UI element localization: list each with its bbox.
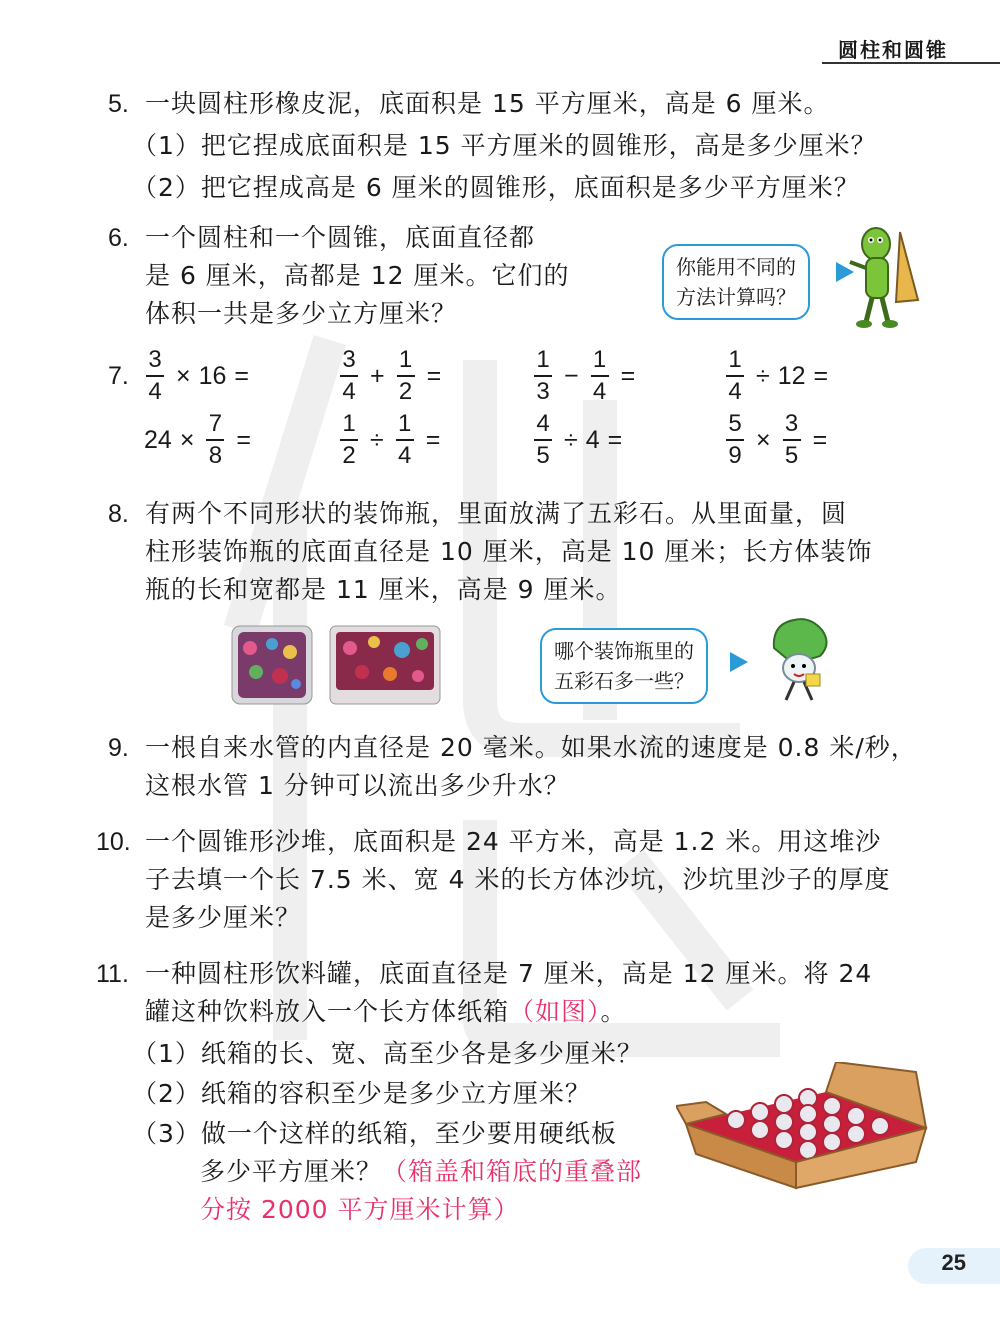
problem-6-line3: 体积一共是多少立方厘米？ [145, 299, 458, 328]
problem-6-line1: 一个圆柱和一个圆锥，底面直径都 [145, 223, 536, 252]
problem-8-line1: 有两个不同形状的装饰瓶，里面放满了五彩石。从里面量，圆 [145, 499, 848, 528]
note-red: （箱盖和箱底的重叠部 [382, 1157, 643, 1186]
fraction: $\frac{1}{4}$ [726, 347, 744, 405]
fraction: $\frac{1}{4}$ [396, 411, 414, 469]
fraction: $\frac{7}{8}$ [206, 411, 224, 469]
problem-5-sub1: （1）把它捏成底面积是 15 平方厘米的圆锥形，高是多少厘米？ [132, 131, 877, 160]
speech-bubble-6 [662, 244, 810, 320]
problem-11-line2: 罐这种饮料放入一个长方体纸箱（如图）。 [145, 997, 627, 1026]
carton-of-cans-illustration [676, 1062, 936, 1192]
problem-10-line2: 子去填一个长 7.5 米、宽 4 米的长方体沙坑，沙坑里沙子的厚度 [145, 865, 891, 894]
problem-11-line1: 一种圆柱形饮料罐，底面直径是 7 厘米，高是 12 厘米。将 24 [145, 959, 873, 988]
problem-8-number: 8. [108, 500, 129, 528]
fraction: $\frac{3}{5}$ [783, 411, 801, 469]
bubble-8-line1: 哪个装饰瓶里的 [554, 639, 694, 663]
problem-9-number: 9. [108, 734, 129, 762]
header-divider [822, 62, 1000, 64]
pencil-character-illustration [842, 222, 926, 332]
chapter-title: 圆柱和圆锥 [838, 38, 948, 62]
problem-11-sub3-cont: 多少平方厘米？（箱盖和箱底的重叠部 [200, 1157, 643, 1186]
problem-11-sub3: （3）做一个这样的纸箱，至少要用硬纸板 [132, 1119, 617, 1148]
problem-5-sub2: （2）把它捏成高是 6 厘米的圆锥形，底面积是多少平方厘米？ [132, 173, 860, 202]
problem-11-note-end: 分按 2000 平方厘米计算） [200, 1195, 520, 1224]
problem-8-line2: 柱形装饰瓶的底面直径是 10 厘米，高是 10 厘米；长方体装饰 [145, 537, 873, 566]
bubble-6-line2: 方法计算吗？ [676, 285, 796, 309]
problem-7-number: 7. [108, 362, 129, 390]
expression-7-6: $\frac{1}{2}$ ÷ $\frac{1}{4}$ = [336, 410, 448, 470]
problem-10-number: 10. [96, 828, 131, 856]
expression-7-3: $\frac{1}{3}$ − $\frac{1}{4}$ = [530, 346, 643, 406]
fraction: $\frac{5}{9}$ [726, 411, 744, 469]
problem-5-text: 一块圆柱形橡皮泥，底面积是 15 平方厘米，高是 6 厘米。 [145, 89, 830, 118]
bubble-6-line1: 你能用不同的 [676, 255, 796, 279]
expression-7-2: $\frac{3}{4}$ + $\frac{1}{2}$ = [336, 346, 449, 406]
problem-10-line1: 一个圆锥形沙堆，底面积是 24 平方米，高是 1.2 米。用这堆沙 [145, 827, 882, 856]
speech-bubble-8 [540, 628, 708, 704]
fraction: $\frac{1}{3}$ [534, 347, 552, 405]
expression-7-8: $\frac{5}{9}$ × $\frac{3}{5}$ = [722, 410, 835, 470]
figure-reference: （如图） [509, 997, 601, 1026]
problem-6-line2: 是 6 厘米，高都是 12 厘米。它们的 [145, 261, 570, 290]
bubble-8-line2: 五彩石多一些？ [554, 669, 694, 693]
decorative-jars-illustration [226, 618, 446, 708]
problem-6-number: 6. [108, 224, 129, 252]
expression-7-7: $\frac{4}{5}$ ÷ 4 = [530, 410, 630, 470]
bubble-8-tail [730, 652, 748, 672]
fraction: $\frac{4}{5}$ [534, 411, 552, 469]
expression-7-1: $\frac{3}{4}$ × 16 = [142, 346, 257, 406]
fraction: $\frac{1}{2}$ [340, 411, 358, 469]
problem-5-number: 5. [108, 90, 129, 118]
problem-9-line1: 一根自来水管的内直径是 20 毫米。如果水流的速度是 0.8 米/秒， [145, 733, 917, 762]
cabbage-character-illustration [764, 614, 834, 706]
problem-8-line3: 瓶的长和宽都是 11 厘米，高是 9 厘米。 [145, 575, 622, 604]
fraction: $\frac{1}{4}$ [591, 347, 609, 405]
fraction: $\frac{3}{4}$ [146, 347, 164, 405]
expression-7-5: 24 × $\frac{7}{8}$ = [144, 410, 252, 469]
problem-11-number: 11. [96, 960, 129, 988]
problem-10-line3: 是多少厘米？ [145, 903, 302, 932]
expression-7-4: $\frac{1}{4}$ ÷ 12 = [722, 346, 836, 406]
fraction: $\frac{1}{2}$ [397, 347, 415, 405]
page-number: 25 [941, 1250, 966, 1275]
problem-11-sub1: （1）纸箱的长、宽、高至少各是多少厘米？ [132, 1039, 643, 1068]
problem-11-sub2: （2）纸箱的容积至少是多少立方厘米？ [132, 1079, 591, 1108]
problem-9-line2: 这根水管 1 分钟可以流出多少升水？ [145, 771, 570, 800]
fraction: $\frac{3}{4}$ [340, 347, 358, 405]
